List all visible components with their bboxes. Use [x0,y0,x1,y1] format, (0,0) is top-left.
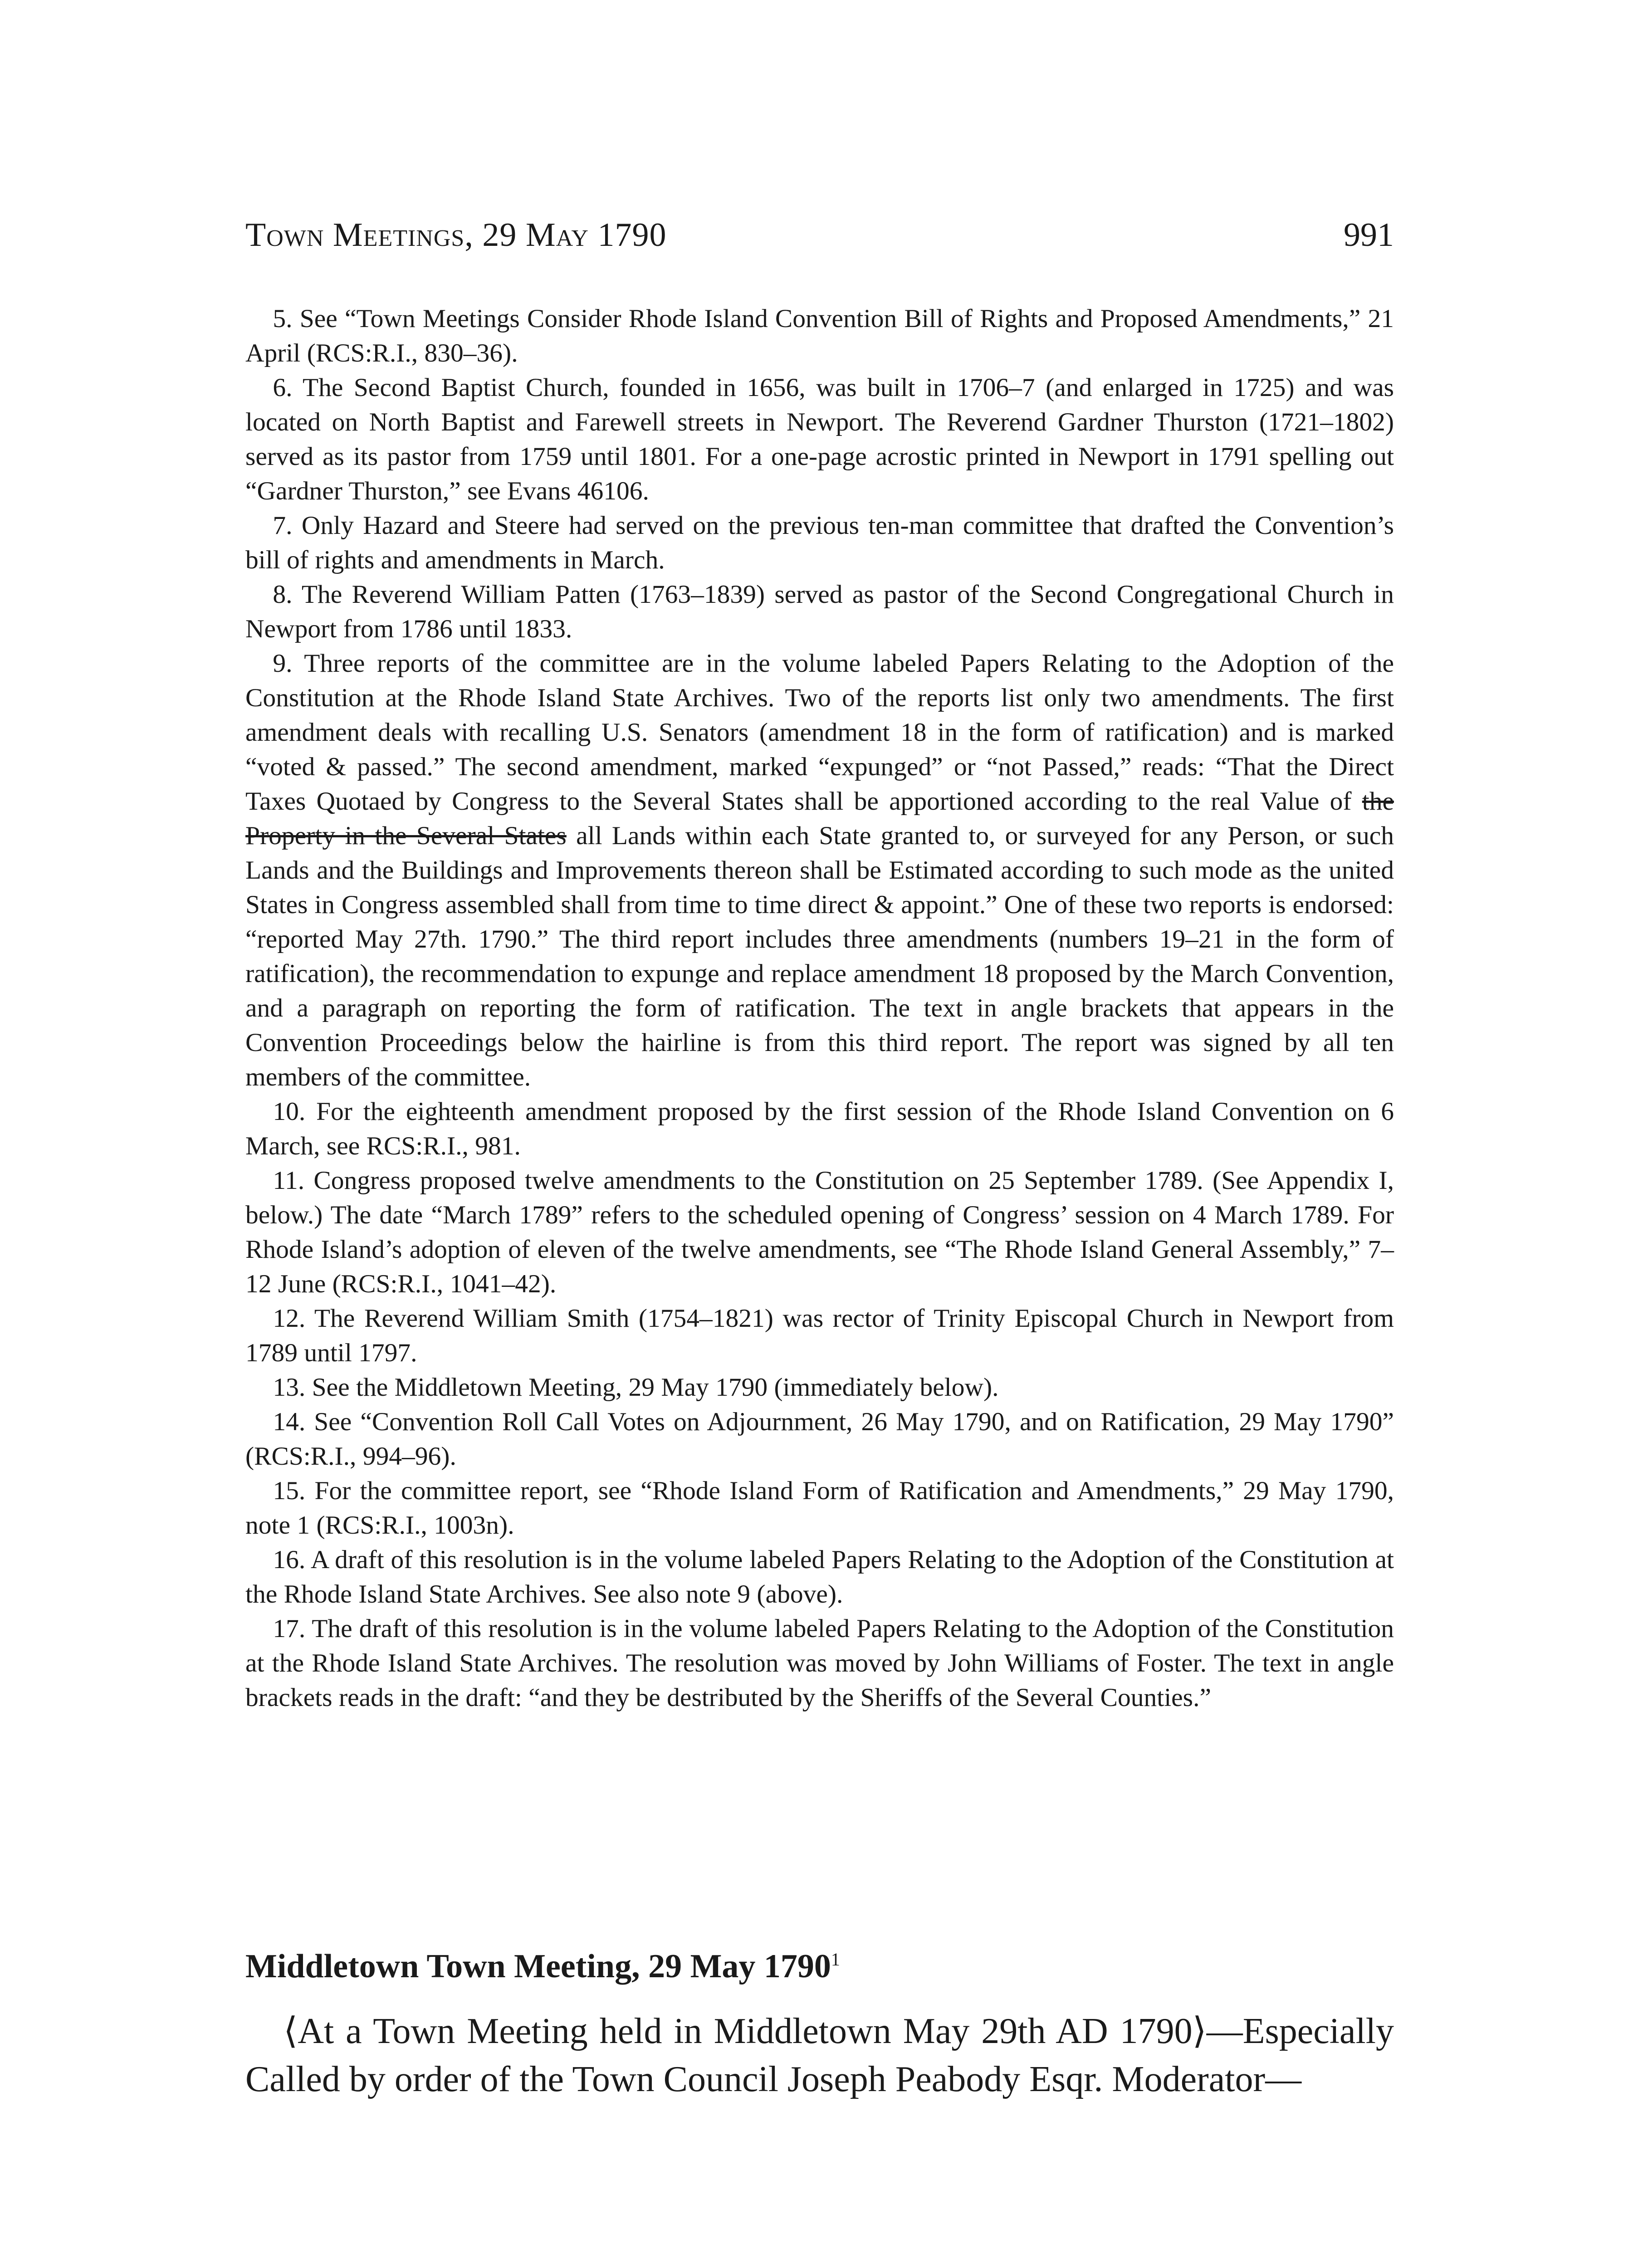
note-16: 16. A draft of this resolution is in the volume labeled Papers Relating to the Adoption of the Constitution at the Rhode Island State Archives. See also note 9 (above). [245,1545,1394,1608]
endnotes [245,302,1394,1715]
meeting-paragraph: ⟨At a Town Meeting held in Middletown May 29th AD 1790⟩—Especially Called by order of the Town Council Joseph Peabody Esqr. Moderator— [245,2011,1394,2099]
note-5: 5. See “Town Meetings Consider Rhode Island Convention Bill of Rights and Proposed Amendments,” 21 April (RCS:R.I., 830–36). [245,304,1394,367]
note-12: 12. The Reverend William Smith (1754–1821) was rector of Trinity Episcopal Church in Newport from 1789 until 1797. [245,1304,1394,1367]
note-14: 14. See “Convention Roll Call Votes on Adjournment, 26 May 1790, and on Ratification, 29 May 1790” (RCS:R.I., 994–96). [245,1408,1394,1471]
page-number: 991 [1344,216,1394,254]
note-9-text-a: 9. Three reports of the committee are in the volume labeled Papers Relating to the Adoption of the Constitution at the Rhode Island State Archives. Two of the reports list only two amendments. The first amendment deals with recalling U.S. Senators (amendment 18 in the form of ratification) and is marked “voted & passed.” The second amendment, marked “expunged” or “not Passed,” reads: “That the Direct Taxes Quotaed by Congress to the Several States shall be apportioned according to the real Value of [245,649,1394,816]
note-11: 11. Congress proposed twelve amendments to the Constitution on 25 September 1789. (See Appendix I, below.) The date “March 1789” refers to the scheduled opening of Congress’ session on 4 March 1789. For Rhode Island’s adoption of eleven of the twelve amendments, see “The Rhode Island General Assembly,” 7–12 June (RCS:R.I., 1041–42). [245,1166,1394,1298]
footnote-mark: 1 [831,1949,840,1970]
note-17: 17. The draft of this resolution is in the volume labeled Papers Relating to the Adoption of the Constitution at the Rhode Island State Archives. The resolution was moved by John Williams of Foster. The text in angle brackets reads in the draft: “and they be destributed by the Sheriffs of the Several Counties.” [245,1614,1394,1712]
section-title-text: Middletown Town Meeting, 29 May 1790 [245,1948,831,1985]
note-9 [245,646,1394,1095]
page-header [245,217,1394,253]
section-title [245,1946,1394,1987]
note-15: 15. For the committee report, see “Rhode Island Form of Ratification and Amendments,” 29 May 1790, note 1 (RCS:R.I., 1003n). [245,1476,1394,1540]
struck-text: the Property in the Several States [245,787,1394,850]
note-9-text-b: all Lands within each State granted to, or surveyed for any Person, or such Lands and the Buildings and Improvements thereon shall be Estimated according to such mode as the united States in Congress assembled shall from time to time direct & appoint.” One of these two reports is endorsed: “reported May 27th. 1790.” The third report includes three amendments (numbers 19–21 in the form of ratification), the recommendation to expunge and replace amendment 18 proposed by the March Convention, and a paragraph on reporting the form of ratification. The text in angle brackets that appears in the Convention Proceedings below the hairline is from this third report. The report was signed by all ten members of the committee. [245,821,1394,1091]
note-8: 8. The Reverend William Patten (1763–1839) served as pastor of the Second Congregational Church in Newport from 1786 until 1833. [245,580,1394,643]
running-head: Town Meetings, 29 May 1790 [245,216,667,254]
note-10: 10. For the eighteenth amendment proposed by the first session of the Rhode Island Convention on 6 March, see RCS:R.I., 981. [245,1097,1394,1160]
note-7: 7. Only Hazard and Steere had served on the previous ten-man committee that drafted the Convention’s bill of rights and amendments in March. [245,511,1394,574]
note-6: 6. The Second Baptist Church, founded in 1656, was built in 1706–7 (and enlarged in 1725) and was located on North Baptist and Farewell streets in Newport. The Reverend Gardner Thurston (1721–1802) served as its pastor from 1759 until 1801. For a one-page acrostic printed in Newport in 1791 spelling out “Gardner Thurston,” see Evans 46106. [245,373,1394,505]
note-13: 13. See the Middletown Meeting, 29 May 1790 (immediately below). [273,1373,999,1402]
